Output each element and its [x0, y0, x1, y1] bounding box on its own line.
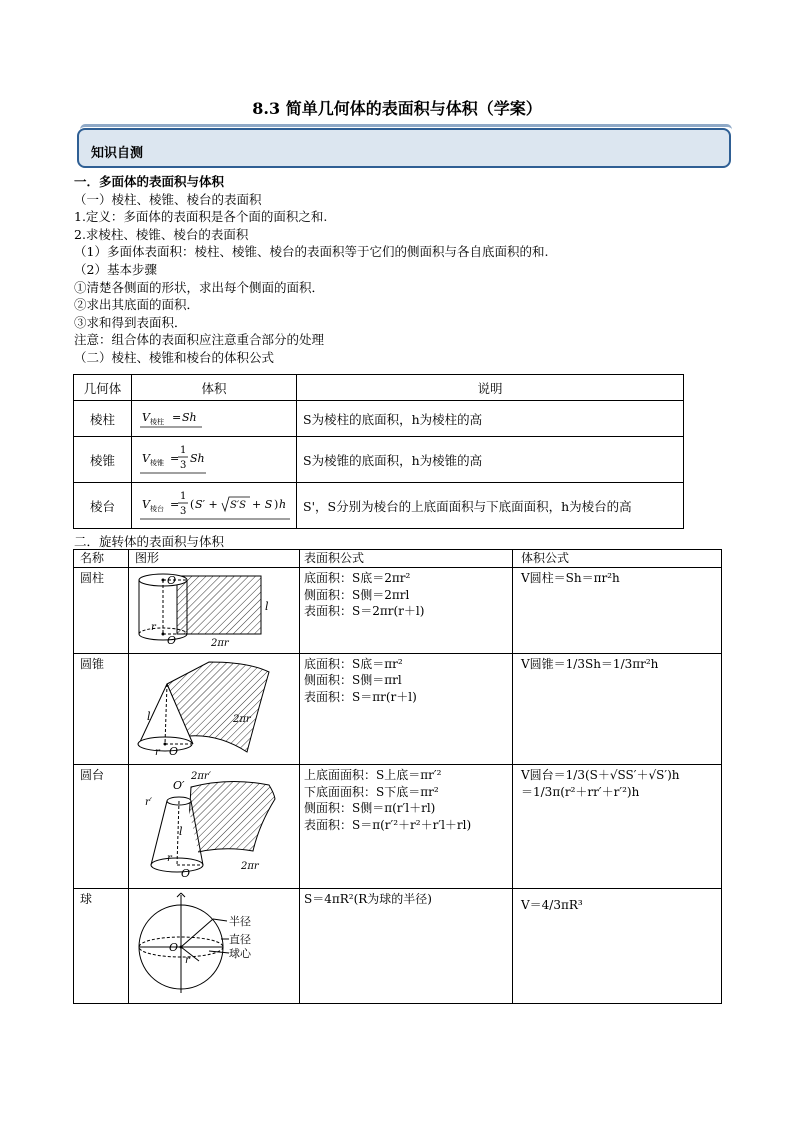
cone-svg	[129, 654, 293, 760]
formula-prism	[132, 401, 297, 437]
surface-line: 表面积：S＝πr(r＋l)	[304, 689, 417, 704]
header-volume: 体积	[132, 375, 297, 401]
label-r: r	[185, 954, 190, 966]
section-2-heading: 二．旋转体的表面积与体积	[74, 534, 225, 549]
cylinder-svg	[129, 568, 293, 648]
svg-text:): )	[274, 498, 279, 511]
row-name: 棱锥	[74, 437, 132, 483]
row-name: 球	[74, 888, 129, 1004]
label-O1: O′	[173, 779, 185, 792]
formula-frustum	[132, 483, 297, 529]
surface-line: 底面积：S底＝πr²	[304, 656, 403, 671]
line-heading-1: 一．多面体的表面积与体积	[74, 174, 225, 189]
volume-cell	[513, 888, 722, 1004]
row-desc: S'，S分别为棱台的上底面面积与下底面面积，h为棱台的高	[297, 483, 684, 529]
table-row	[74, 437, 684, 483]
row-name: 棱柱	[74, 401, 132, 437]
volume-line: ＝1/3π(r²＋rr′＋r′²)h	[521, 784, 640, 799]
label-radius: 半径	[229, 914, 251, 928]
surface-line: 侧面积：S侧＝π(r′l＋rl)	[304, 801, 436, 815]
surface-line: 上底面面积：S上底＝πr′²	[304, 768, 442, 782]
surface-line: 表面积：S＝2πr(r＋l)	[304, 604, 425, 618]
page-title: 8.3 简单几何体的表面积与体积（学案）	[252, 99, 542, 118]
row-name: 棱台	[74, 483, 132, 529]
table-row	[74, 888, 722, 1004]
svg-text:棱台: 棱台	[150, 505, 164, 513]
banner-label: 知识自测	[91, 146, 144, 161]
table-row	[74, 483, 684, 529]
table-row	[74, 401, 684, 437]
svg-text:棱锥: 棱锥	[150, 459, 164, 467]
line-surface-rule: （1）多面体表面积：棱柱、棱锥、棱台的表面积等于它们的侧面积与各自底面积的和.	[74, 244, 549, 260]
label-l: l	[265, 600, 269, 613]
label-O: O	[169, 940, 179, 954]
table-row	[74, 568, 722, 654]
line-subheading-1: （一）棱柱、棱锥、棱台的表面积	[74, 191, 262, 207]
header-volume: 体积公式	[513, 550, 722, 568]
svg-text:h: h	[279, 498, 287, 511]
frustum-figure	[129, 765, 300, 889]
surface-line: 下底面面积：S下底＝πr²	[304, 784, 439, 799]
line-basic-steps: （2）基本步骤	[74, 261, 157, 277]
label-arc: 2πr	[233, 713, 251, 725]
label-l: l	[179, 825, 183, 838]
volume-line: V圆台＝1/3(S＋√SS′＋√S′)h	[521, 768, 680, 782]
label-O: O	[169, 744, 179, 758]
volume-cell	[513, 765, 722, 889]
table-row	[74, 765, 722, 889]
surface-line: 侧面积：S侧＝πrl	[304, 673, 402, 687]
label-arc: 2πr	[211, 638, 229, 648]
row-desc: S为棱柱的底面积，h为棱柱的高	[297, 401, 684, 437]
volume-cell	[513, 653, 722, 765]
surface-cell	[300, 888, 513, 1004]
formula-pyramid	[132, 437, 297, 483]
svg-text:V: V	[142, 498, 150, 511]
header-figure: 图形	[129, 550, 300, 568]
line-subheading-2: （二）棱柱、棱锥和棱台的体积公式	[74, 349, 275, 365]
svg-text:(: (	[190, 498, 195, 511]
label-arc1: 2πr′	[191, 771, 211, 782]
row-name: 圆柱	[74, 568, 129, 654]
surface-line: 侧面积：S侧＝2πrl	[304, 587, 410, 602]
sphere-figure	[129, 888, 300, 1004]
svg-text:V: V	[142, 411, 150, 424]
frustum-svg	[129, 765, 293, 883]
svg-text:3: 3	[180, 460, 187, 471]
svg-text:=: =	[170, 452, 180, 465]
cylinder-figure	[129, 568, 300, 654]
label-center: 球心	[229, 946, 251, 960]
label-diameter: 直径	[229, 932, 251, 946]
label-O-top: O	[167, 574, 177, 587]
volume-line: V圆柱＝Sh＝πr²h	[521, 571, 620, 585]
surface-line: S＝4πR²(R为球的半径)	[304, 891, 432, 906]
polyhedron-volume-table	[73, 374, 684, 529]
section-banner	[77, 128, 731, 168]
svg-text:1: 1	[180, 491, 187, 502]
volume-line: V＝4/3πR³	[521, 897, 583, 912]
rotation-body-table	[73, 549, 722, 1004]
formula-prism-svg	[138, 403, 258, 431]
surface-cell	[300, 653, 513, 765]
row-desc: S为棱锥的底面积，h为棱锥的高	[297, 437, 684, 483]
svg-text:+ S: + S	[252, 498, 273, 511]
formula-frustum-svg	[138, 485, 296, 523]
svg-text:Sh: Sh	[182, 411, 197, 424]
svg-text:=: =	[172, 411, 182, 424]
line-step-2: ②求出其底面的面积．	[74, 297, 200, 313]
label-r: r	[155, 746, 160, 758]
surface-cell	[300, 568, 513, 654]
table-row	[74, 653, 722, 765]
label-O-bottom: O	[167, 634, 177, 647]
svg-text:S′ +: S′ +	[195, 498, 218, 511]
label-r: r	[167, 853, 172, 864]
surface-line: 底面积：S底＝2πr²	[304, 571, 411, 585]
label-arc: 2πr	[241, 861, 259, 872]
line-definition: 1.定义：多面体的表面积是各个面的面积之和.	[74, 209, 328, 225]
surface-cell	[300, 765, 513, 889]
volume-line: V圆锥＝1/3Sh＝1/3πr²h	[521, 656, 659, 671]
line-step-3: ③求和得到表面积．	[74, 314, 187, 330]
row-name: 圆台	[74, 765, 129, 889]
sphere-svg	[129, 889, 293, 999]
surface-line: 表面积：S＝π(r′²＋r²＋r′l＋rl)	[304, 817, 472, 832]
line-step-1: ①清楚各侧面的形状，求出每个侧面的面积．	[74, 279, 325, 295]
label-r1: r′	[145, 797, 153, 808]
header-name: 名称	[74, 550, 129, 568]
line-note: 注意：组合体的表面积应注意重合部分的处理	[74, 332, 325, 348]
intro-text	[74, 173, 734, 367]
label-r: r	[151, 622, 156, 633]
svg-text:S′S: S′S	[230, 500, 246, 511]
header-desc: 说明	[297, 375, 684, 401]
svg-text:V: V	[142, 452, 150, 465]
formula-pyramid-svg	[138, 439, 258, 477]
label-l: l	[147, 709, 151, 723]
svg-text:3: 3	[180, 506, 187, 517]
svg-text:Sh: Sh	[190, 452, 205, 465]
svg-text:1: 1	[180, 445, 187, 456]
line-step-title: 2.求棱柱、棱锥、棱台的表面积	[74, 226, 249, 242]
row-name: 圆锥	[74, 653, 129, 765]
header-solid: 几何体	[74, 375, 132, 401]
cone-figure	[129, 653, 300, 765]
header-surface: 表面积公式	[300, 550, 513, 568]
volume-cell	[513, 568, 722, 654]
svg-text:=: =	[170, 498, 180, 511]
svg-text:棱柱: 棱柱	[150, 418, 164, 426]
label-O: O	[181, 867, 191, 880]
